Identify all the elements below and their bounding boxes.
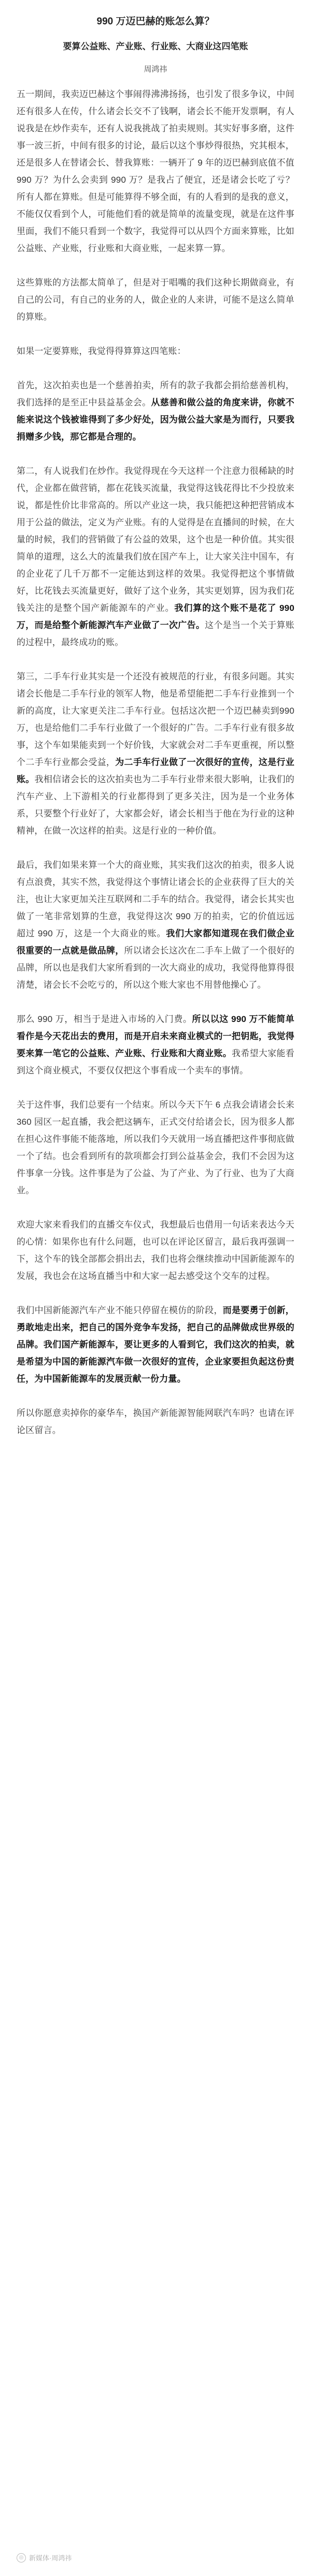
article-body bbox=[17, 86, 294, 1439]
highlighted-text: 所以以这 990 万不能简单看作是今天花出去的费用，而是开启未来商业模式的一把钥匙，我觉得要来算一笔它的公益账、产业账、行业账和大商业账。 bbox=[17, 1014, 294, 1058]
highlighted-text: 而是要勇于创新，勇敢地走出来，把自己的国外竞争车发扬，把自己的品牌做成世界级的品牌。我们国产新能源车，要让更多的人看到它，我们这次的拍卖，就是希望为中国的新能源汽车做一次很好的宣传，企业家要担负起这份责任，为中国新能源车的发展贡献一份力量。 bbox=[17, 1305, 294, 1384]
article-paragraph bbox=[17, 462, 294, 651]
article-paragraph bbox=[17, 1096, 294, 1199]
article-header bbox=[17, 13, 294, 74]
watermark bbox=[17, 2553, 72, 2563]
highlighted-text: 从慈善和做公益的角度来讲，你就不能来说这个钱被谁得到了多少好处，因为做公益大家是为而行，只要我捐赠多少钱，那它都是合理的。 bbox=[17, 398, 295, 442]
paragraph-text: 这些算账的方法都太简单了，但是对于唱嘴的我们这种长期做商业，有自己的公司，有自己的业务的人，做企业的人来讲，可能不是这么简单的算账。 bbox=[17, 278, 294, 322]
paragraph-text: 五一期间，我卖迈巴赫这个事闹得沸沸扬扬，也引发了很多争议，中间还有很多人在传，什么诸会长交不了钱啊，诸会长不能开发票啊，有人说我是在炒作卖车，还有人说我挑战了拍卖规则。其实好事多磨，这件事一波三折，中间有很多的讨论，最后以这个事炒得很热，究其根本，还是很多人在替诸会长、替我算账：一辆开了 9 年的迈巴赫到底值不值 990 万？为什么会卖到 990 万？是我占了便宜，还是诸会长吃了亏？所有人都在算账。但是可能算得不够全面，有的人看到的是我的意义，不能仅仅看到个人，可能他们看的就是简单的流量变现，就是在这件事里面，我们不能只看到一个数字，我觉得可以从四个方面来算账，比如公益账、产业账，行业账和大商业账，一起来算一算。 bbox=[17, 89, 294, 253]
article-paragraph bbox=[17, 1302, 294, 1387]
article-author: 周鸿祎 bbox=[144, 65, 167, 74]
article-paragraph bbox=[17, 1216, 294, 1285]
highlighted-text: 我们大家都知道现在我们做企业很重要的一点就是做品牌， bbox=[17, 929, 295, 956]
article-paragraph bbox=[17, 1405, 294, 1439]
paragraph-text: 我相信诸会长的这次拍卖也为二手车行业带来很大影响，让我们的汽车产业、上下游相关的行业都得到了更多关注，因为是一个业务体系，只要整个行业好了，大家都会好，诸会长相当于他在为行业的这种精神，在做一次这样的拍卖。这是行业的一种价值。 bbox=[17, 774, 294, 836]
paragraph-text: 最后，我们如果来算一个大的商业账，其实我们这次的拍卖，很多人说有点浪费，其实不然，我觉得这个事情让诸会长的企业获得了巨大的关注，也让大家更加关注互联网和二手车的结合。我觉得，诸会长其实也做了一笔非常划算的生意，我觉得这次 990 万的拍卖，它的价值远远超过 990 万，这是一个大商业的账。 bbox=[17, 860, 294, 938]
paragraph-text: 如果一定要算账，我觉得得算算这四笔账： bbox=[17, 346, 186, 356]
article-subtitle: 要算公益账、产业账、行业账、大商业这四笔账 bbox=[63, 42, 248, 51]
article-paragraph bbox=[17, 856, 294, 993]
paragraph-text: 首先，这次拍卖也是一个慈善拍卖，所有的款子我都会捐给慈善机构，我们选择的是至正中县益基金会。 bbox=[17, 380, 294, 407]
paragraph-text: 那么 990 万，相当于是进入市场的入门费。 bbox=[17, 1014, 192, 1024]
paragraph-text: 关于这件事，我们总要有一个结束。所以今天下午 6 点我会请诸会长来 360 园区一起直播，我会把这辆车，正式交付给诸会长，因为很多人都在担心这件事能不能落地，所以我们今天就用一场直播把这件事彻底做一个了结。也会看到所有的款项都会打到公益基金会，我们不会因为这件事拿一分钱。这件事是为了公益、为了产业、为了行业、也为了大商业。 bbox=[17, 1100, 294, 1195]
highlighted-text: 为二手车行业做了一次很好的宣传，这是行业账。 bbox=[17, 757, 295, 784]
paragraph-text: 欢迎大家来看我们的直播交车仪式，我想最后也借用一句话来表达今天的心情：如果你也有什么问题，也可以在评论区留言，最后我再强调一下，这个车的钱全部都会捐出去，我们也将会继续推动中国新能源车的发展，我也会在这场直播当中和大家一起去感受这个交车的过程。 bbox=[17, 1220, 294, 1281]
paragraph-text: 第三，二手车行业其实是一个还没有被规范的行业，有很多问题。其实诸会长他是二手车行业的领军人物，他是希望能把二手车行业推到一个新的高度，让大家更关注二手车行业。包括这次把一个迈巴赫卖到990 万，也是给他们二手车行业做了一个很好的广告。二手车行业有很多故事，这个车如果能卖到一个好价钱，大家就会对二手车更重视，所以整个二手车行业都会受益， bbox=[17, 672, 294, 767]
article-paragraph bbox=[17, 668, 294, 839]
paragraph-text: 第二，有人说我们在炒作。我觉得现在今天这样一个注意力很稀缺的时代，企业都在做营销，都在花钱买流量，我觉得这钱花得比不少投放来说，都是性价比非常高的。所以产业这一块，我只能把这种把营销成本用于公益的做法，定义为产业账。有的人觉得是在直播间的时候，在大量的时候，我们的营销做了有公益的效果，这个也是一种价值。其实很简单的道理，这么大的流量我们放在国产车上，让大家关注中国车，有的企业花了几千万都不一定能达到这样的效果。我觉得把这个事情做好，比花钱去买流量更好，做好了这个业务，其实更划算，因为我们花钱关注的是整个国产新能源车的产业。 bbox=[17, 466, 294, 613]
paragraph-text: 这个是当一个关于算账的过程中，最终成功的账。 bbox=[17, 620, 295, 647]
paragraph-text: 我们中国新能源汽车产业不能只停留在模仿的阶段， bbox=[17, 1305, 223, 1315]
watermark-icon: ◎ bbox=[17, 2553, 26, 2563]
article-paragraph bbox=[17, 274, 294, 325]
paragraph-text: 我希望大家能看到这个商业模式，不要仅仅把这个事看成一个卖车的事情。 bbox=[17, 1048, 294, 1075]
article-paragraph bbox=[17, 377, 294, 445]
article-title: 990 万迈巴赫的账怎么算？ bbox=[96, 16, 215, 27]
article-paragraph bbox=[17, 1011, 294, 1079]
watermark-text: 新媒体·周鸿祎 bbox=[29, 2554, 72, 2562]
highlighted-text: 我们算的这个账不是花了 990 万，而是给整个新能源汽车产业做了一次广告。 bbox=[17, 603, 294, 630]
article-paragraph bbox=[17, 86, 294, 257]
paragraph-text: 所以诸会长这次在二手车上做了一个很好的品牌，所以也是我们大家所看到的一次大商业的成功，我觉得他算得很清楚，诸会长不会吃亏的，所以这个账大家也不用替他操心了。 bbox=[17, 946, 294, 990]
article-paragraph bbox=[17, 343, 294, 360]
paragraph-text: 所以你愿意卖掉你的豪华车，换国产新能源智能网联汽车吗？也请在评论区留言。 bbox=[17, 1408, 294, 1435]
